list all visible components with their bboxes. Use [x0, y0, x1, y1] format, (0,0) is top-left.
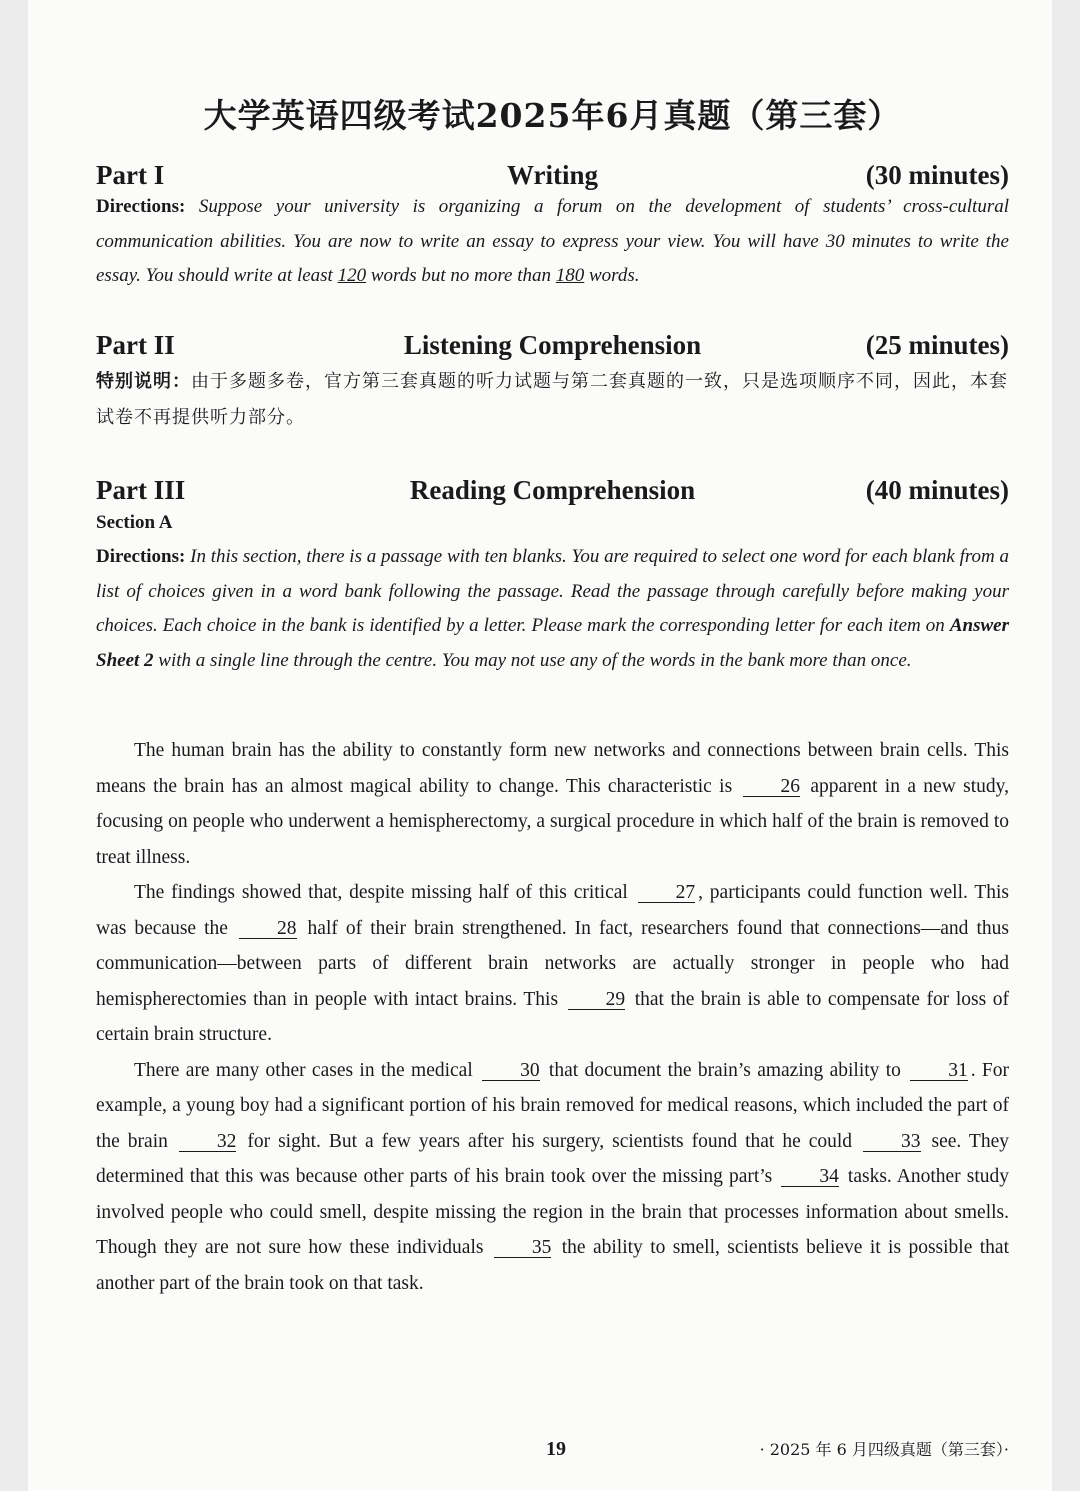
p2-text-b: , participants could function well. This was because the	[96, 882, 1009, 939]
part3-label: Part III	[96, 475, 186, 505]
part3-name: Reading Comprehension	[409, 475, 696, 505]
reading-passage	[96, 733, 1009, 1301]
page-number: 19	[546, 1438, 566, 1460]
p2-text-d: that the brain is able to compensate for loss of certain brain structure.	[96, 988, 1009, 1045]
p2-text-a: The findings showed that, despite missing half of this critical	[134, 882, 635, 903]
section-a-label: Section A	[96, 512, 173, 533]
blank-27: 27	[638, 884, 696, 903]
part3-directions-text-a: In this section, there is a passage with ten blanks. You are required to select one word for each blank from a list of choices given in a word bank following the passage. Read the passage through carefully before making your choices. Each choice in the bank is identified by a letter. Please mark the corresponding letter for each item on	[96, 546, 1010, 636]
p3-text-e: see. They determined that this was because other parts of his brain took over the missing part’s	[96, 1130, 1009, 1187]
p3-text-a: There are many other cases in the medical	[134, 1059, 480, 1081]
part1-header	[96, 160, 1009, 194]
part2-note-text: 由于多题多卷，官方第三套真题的听力试题与第二套真题的一致，只是选项顺序不同，因此，本套试卷不再提供听力部分。	[96, 371, 1008, 428]
blank-31: 31	[910, 1062, 968, 1081]
blank-34: 34	[781, 1168, 839, 1187]
running-title: · 2025 年 6 月四级真题（第三套）·	[759, 1440, 1009, 1459]
part3-time: (40 minutes)	[865, 475, 1009, 505]
p1-text-b: apparent in a new study, focusing on people who underwent a hemispherectomy, a surgical procedure in which half of the brain is removed to treat illness.	[96, 775, 1009, 868]
part1-directions	[96, 190, 1009, 294]
part1-label: Part I	[96, 160, 165, 190]
blank-30: 30	[482, 1062, 540, 1081]
p1-text-a: The human brain has the ability to constantly form new networks and connections between brain cells. This means the brain has an almost magical ability to change. This characteristic is	[96, 740, 1009, 797]
passage-paragraph-1	[96, 733, 1009, 875]
blank-32: 32	[179, 1133, 237, 1152]
part2-header	[96, 330, 1009, 364]
part2-label: Part II	[96, 330, 175, 360]
p3-text-f: tasks. Another study involved people who could smell, despite missing the region in the brain that processes information about smells. Though they are not sure how these individuals	[96, 1166, 1009, 1258]
part3-directions-label: Directions:	[96, 546, 186, 567]
blank-33: 33	[863, 1133, 921, 1152]
blank-26: 26	[743, 778, 801, 797]
part2-time: (25 minutes)	[865, 330, 1009, 360]
p2-text-c: half of their brain strengthened. In fact, researchers found that connections—and thus communication—between parts of different brain networks are actually stronger in people who had hemispherectomies than in people with intact brains. This	[96, 917, 1009, 1010]
p3-text-b: that document the brain’s amazing ability to	[542, 1059, 908, 1081]
part3-directions-text-b: with a single line through the centre. You may not use any of the words in the bank more than once.	[153, 649, 912, 671]
part1-directions-text-c: words.	[584, 265, 640, 286]
part1-directions-text-a: Suppose your university is organizing a forum on the development of students’ cross-cultural communication abilities. You are now to write an essay to express your view. You will have 30 minutes to write the essay. You should write at least	[96, 196, 1009, 286]
part1-directions-text-b: words but no more than	[366, 265, 556, 286]
exam-page	[28, 0, 1052, 1491]
part1-name: Writing	[506, 160, 598, 190]
part2-note	[96, 364, 1009, 436]
min-words: 120	[337, 265, 367, 286]
p3-text-c: . For example, a young boy had a significant portion of his brain removed for medical reasons, which included the part of the brain	[96, 1059, 1010, 1152]
part2-note-label: 特别说明：	[96, 371, 191, 392]
part2-name: Listening Comprehension	[403, 330, 702, 360]
answer-sheet-ref: Answer Sheet 2	[96, 615, 1009, 671]
passage-paragraph-3	[96, 1053, 1009, 1302]
part1-directions-label: Directions:	[96, 196, 186, 217]
part3-header	[96, 475, 1009, 509]
page-title: 大学英语四级考试2025年6月真题（第三套）	[203, 96, 902, 135]
blank-35: 35	[494, 1239, 552, 1258]
p3-text-d: for sight. But a few years after his surgery, scientists found that he could	[239, 1130, 861, 1152]
part1-time: (30 minutes)	[865, 160, 1009, 190]
part3-directions	[96, 540, 1009, 678]
max-words: 180	[555, 265, 585, 286]
blank-28: 28	[239, 920, 297, 939]
p3-text-g: the ability to smell, scientists believe it is possible that another part of the brain took on that task.	[96, 1237, 1009, 1294]
passage-paragraph-2	[96, 875, 1009, 1053]
blank-29: 29	[568, 991, 626, 1010]
